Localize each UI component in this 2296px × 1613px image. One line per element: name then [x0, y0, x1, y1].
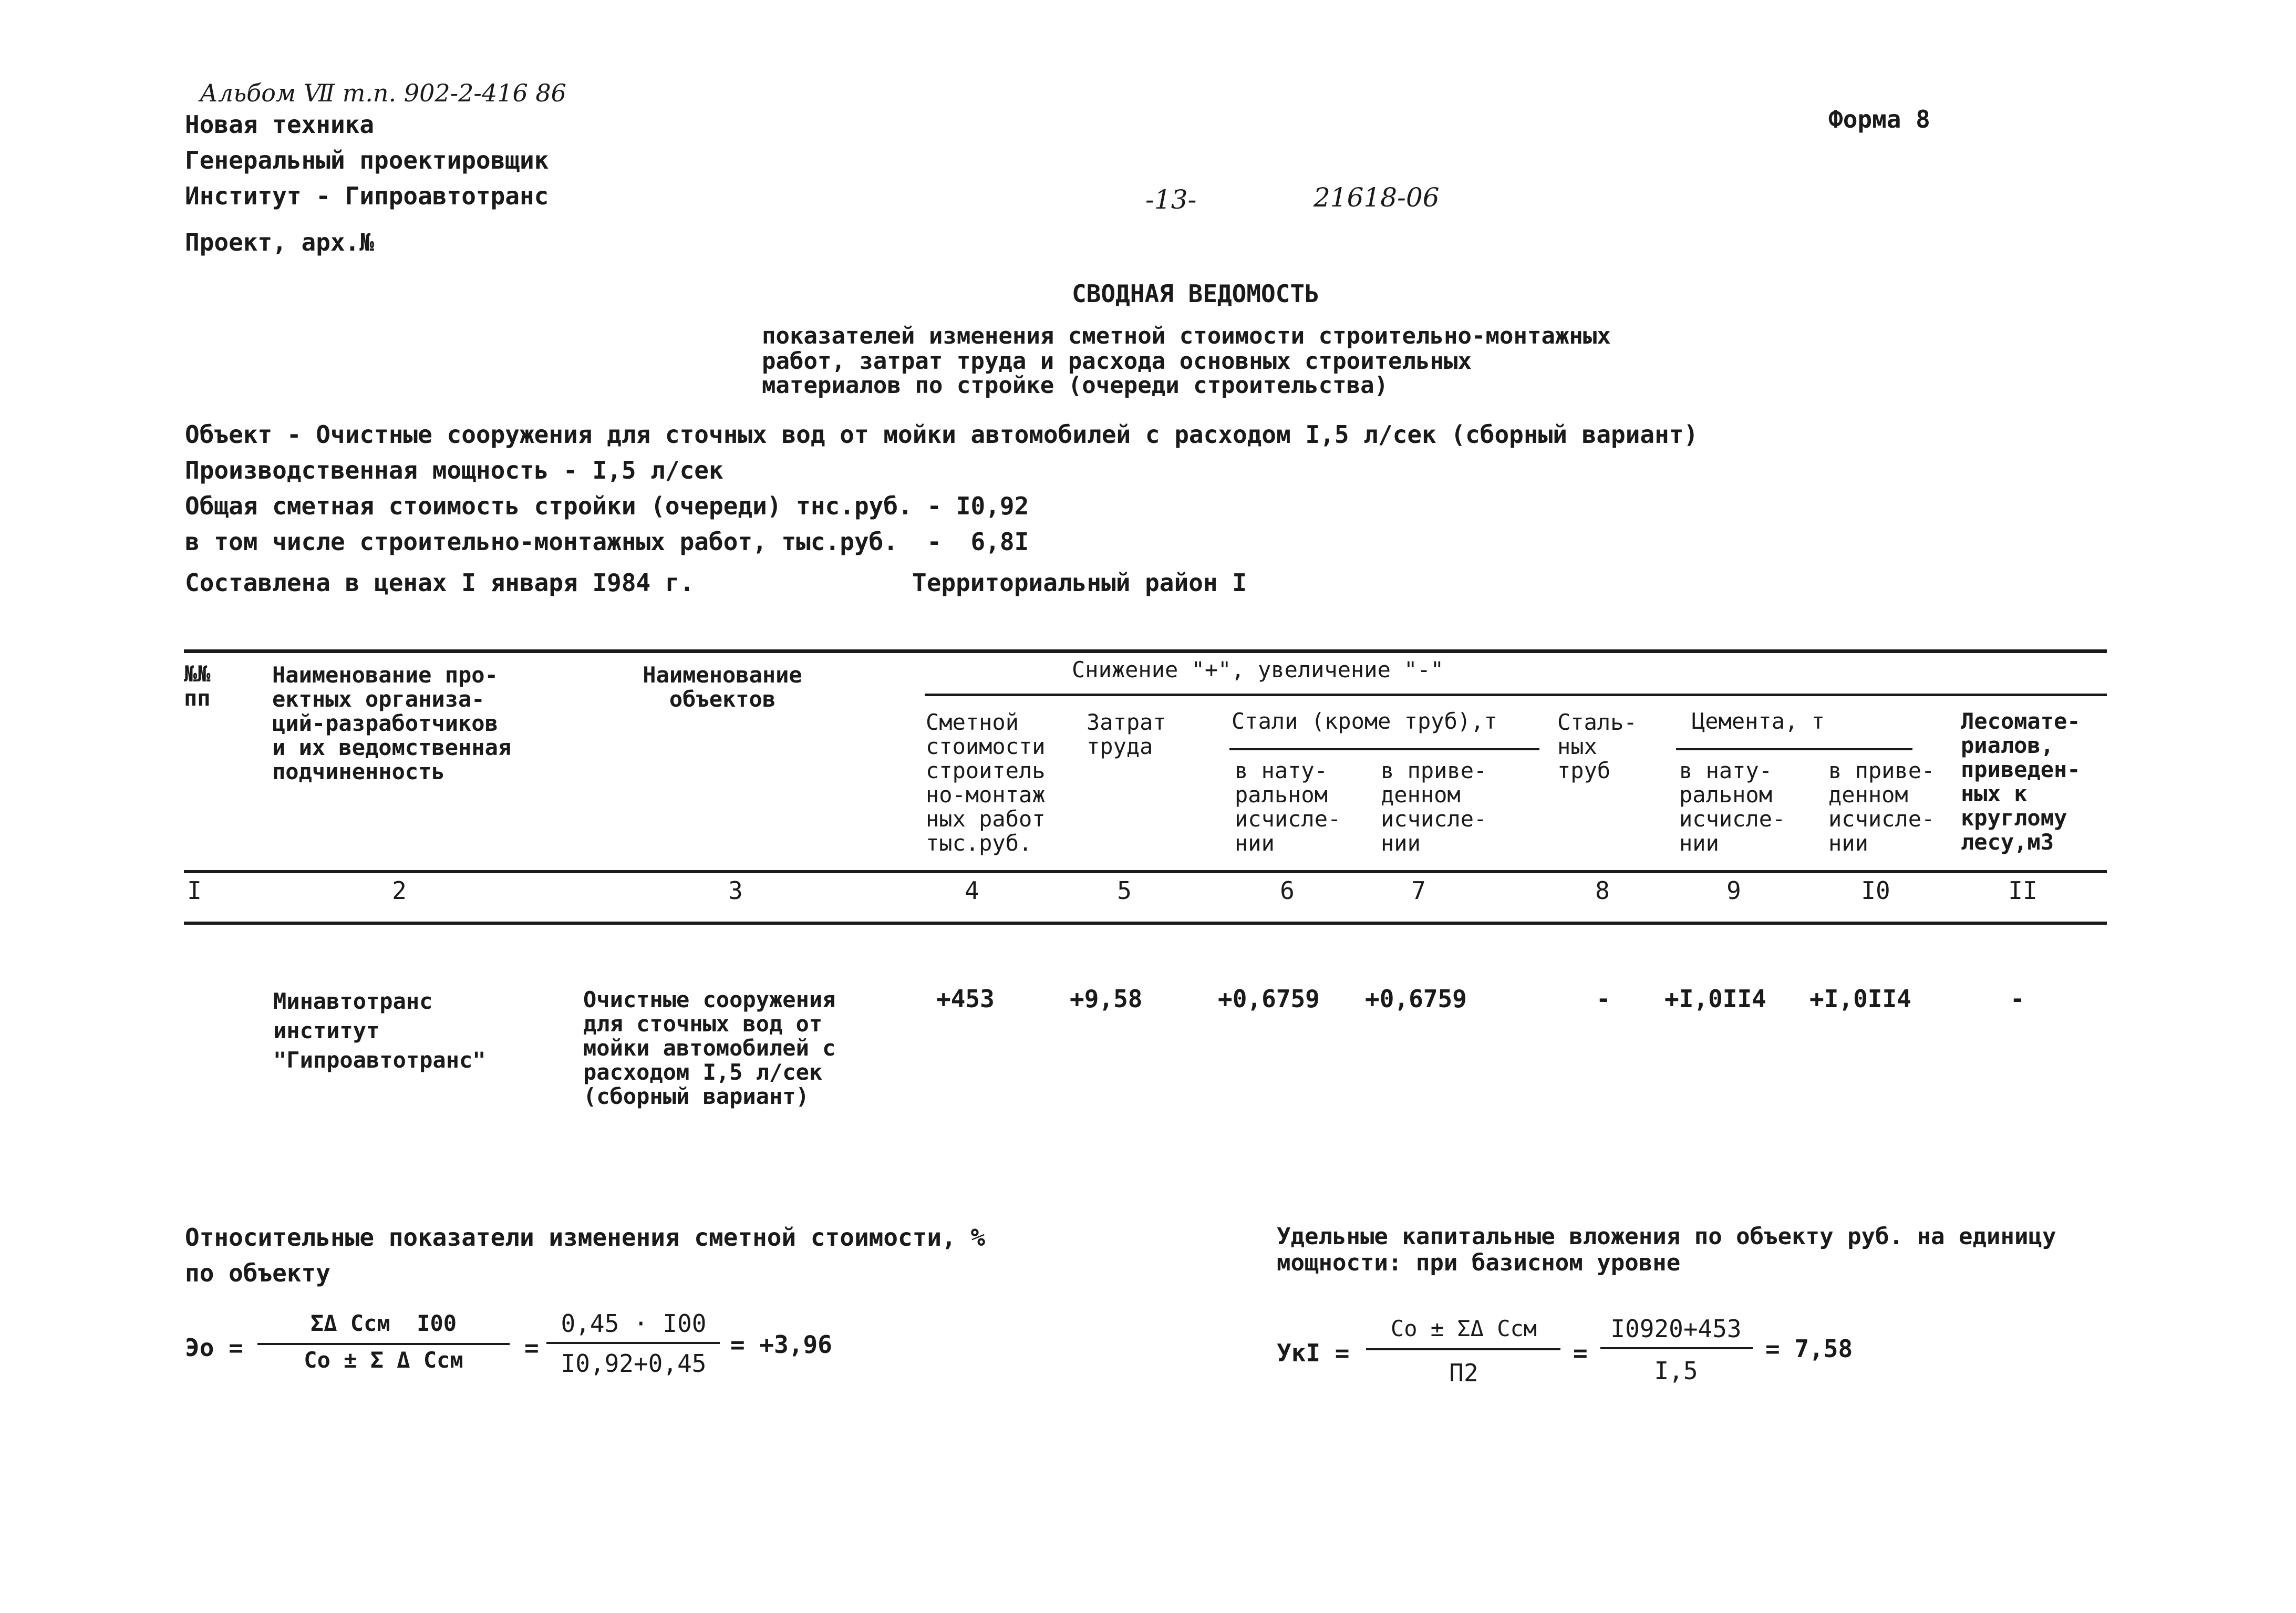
album-note: Альбом Ⅶ т.п. 902-2-416 86 — [200, 79, 566, 107]
col-number-6: 6 — [1280, 876, 1295, 905]
document-title: СВОДНАЯ ВЕДОМОСТЬ — [1072, 280, 1319, 308]
relative-heading-2: по объекту — [185, 1259, 330, 1287]
header-num: №№ пп — [184, 661, 211, 711]
total-cost-line: Общая сметная стоимость стройки (очереди) тнс.руб. - I0,92 — [185, 492, 1029, 520]
group-rule — [925, 694, 2107, 696]
col-number-10: I0 — [1861, 876, 1890, 905]
col-number-1: I — [187, 876, 202, 905]
subtitle-line-1: показателей изменения сметной стоимости строительно-монтажных — [762, 323, 1611, 349]
cement-rule — [1676, 748, 1912, 750]
col-number-3: 3 — [728, 876, 743, 905]
col-number-7: 7 — [1411, 876, 1426, 905]
col-number-5: 5 — [1117, 876, 1132, 905]
relative-fraction-bar-2 — [546, 1342, 720, 1344]
specific-num-1: Со ± ΣΔ Ссм — [1390, 1316, 1537, 1341]
header-bottom-rule — [184, 870, 2107, 873]
relative-num-2: 0,45 · I00 — [561, 1309, 707, 1338]
row-steel-nat: +0,6759 — [1218, 985, 1320, 1013]
header-cement: Цемента, т — [1692, 708, 1825, 734]
numbers-bottom-rule — [184, 922, 2107, 925]
header-cem-nat: в нату- ральном исчисле- нии — [1679, 758, 1786, 856]
row-org: Минавтотранс институт "Гипроавтотранс" — [273, 988, 486, 1073]
prices-line: Составлена в ценах I января I984 г. — [185, 568, 695, 597]
col-number-8: 8 — [1595, 876, 1610, 905]
row-obj: Очистные сооружения для сточных вод от мойки автомобилей с расходом I,5 л/сек (сборный вариант) — [583, 987, 836, 1109]
header-steel: Стали (кроме труб),т — [1232, 708, 1497, 734]
relative-fraction-bar-1 — [257, 1343, 510, 1345]
row-pipes: - — [1596, 985, 1611, 1013]
row-steel-red: +0,6759 — [1365, 985, 1467, 1013]
specific-heading-2: мощности: при базисном уровне — [1277, 1249, 1681, 1276]
header-obj: Наименование объектов — [643, 662, 802, 712]
specific-den-1: П2 — [1449, 1359, 1478, 1387]
header-line-3: Институт - Гипроавтотранс — [185, 182, 549, 210]
row-cost: +453 — [936, 985, 995, 1013]
relative-result: = +3,96 — [730, 1330, 832, 1359]
subtitle-line-2: работ, затрат труда и расхода основных строительных — [762, 348, 1472, 375]
relative-equals-1: = — [524, 1333, 539, 1362]
steel-rule — [1229, 748, 1539, 750]
table-top-rule — [184, 649, 2107, 653]
header-line-2: Генеральный проектировщик — [185, 146, 549, 174]
page-number: -13- — [1145, 184, 1197, 215]
capacity-line: Производственная мощность - I,5 л/сек — [185, 456, 723, 484]
col-number-9: 9 — [1726, 876, 1741, 905]
header-org: Наименование про- ектных организа- ций-разработчиков и их ведомственная подчиненность — [272, 662, 512, 784]
col-number-2: 2 — [392, 876, 407, 905]
header-steel-nat: в нату- ральном исчисле- нии — [1235, 758, 1341, 856]
form-label: Форма 8 — [1828, 105, 1930, 133]
header-group: Снижение "+", увеличение "-" — [1072, 657, 1444, 683]
header-steel-red: в приве- денном исчисле- нии — [1381, 758, 1487, 856]
subtitle-line-3: материалов по стройке (очереди строительства) — [762, 372, 1389, 399]
object-line: Объект - Очистные сооружения для сточных вод от мойки автомобилей с расходом I,5 л/сек (сборный вариант) — [185, 420, 1699, 449]
col-number-11: II — [2008, 876, 2038, 905]
specific-equals-1: = — [1573, 1339, 1588, 1367]
header-timber: Лесомате- риалов, приведен- ных к круглому лесу,м3 — [1961, 708, 2081, 855]
region-line: Территориальный район I — [912, 568, 1247, 597]
row-labor: +9,58 — [1070, 985, 1143, 1013]
relative-lhs: Эо = — [185, 1333, 243, 1362]
specific-fraction-bar-2 — [1600, 1347, 1753, 1349]
specific-den-2: I,5 — [1654, 1357, 1698, 1385]
relative-num-1: ΣΔ Ссм I00 — [310, 1310, 457, 1336]
relative-den-1: Со ± Σ Δ Ссм — [304, 1347, 463, 1373]
row-timber: - — [2010, 985, 2025, 1013]
row-cem-red: +I,0II4 — [1809, 985, 1911, 1013]
header-pipes: Сталь- ных труб — [1557, 709, 1637, 783]
header-line-1: Новая техника — [185, 110, 375, 139]
specific-num-2: I0920+453 — [1610, 1315, 1742, 1343]
specific-heading-1: Удельные капитальные вложения по объекту руб. на единицу — [1277, 1223, 2056, 1250]
specific-result: = 7,58 — [1765, 1335, 1853, 1363]
relative-heading-1: Относительные показатели изменения сметной стоимости, % — [185, 1223, 986, 1252]
header-cem-red: в приве- денном исчисле- нии — [1828, 758, 1935, 856]
row-cem-nat: +I,0II4 — [1664, 985, 1766, 1013]
smr-cost-line: в том числе строительно-монтажных работ, тыс.руб. - 6,8I — [185, 528, 1029, 556]
header-cost: Сметной стоимости строитель но-монтаж ных работ тыс.руб. — [926, 709, 1046, 856]
col-number-4: 4 — [965, 876, 979, 905]
header-labor: Затрат труда — [1087, 709, 1166, 759]
doc-number: 21618-06 — [1314, 182, 1440, 213]
specific-fraction-bar-1 — [1366, 1348, 1560, 1350]
header-line-4: Проект, арх.№ — [185, 228, 375, 256]
relative-den-2: I0,92+0,45 — [561, 1349, 707, 1378]
specific-lhs: УкI = — [1277, 1339, 1350, 1367]
